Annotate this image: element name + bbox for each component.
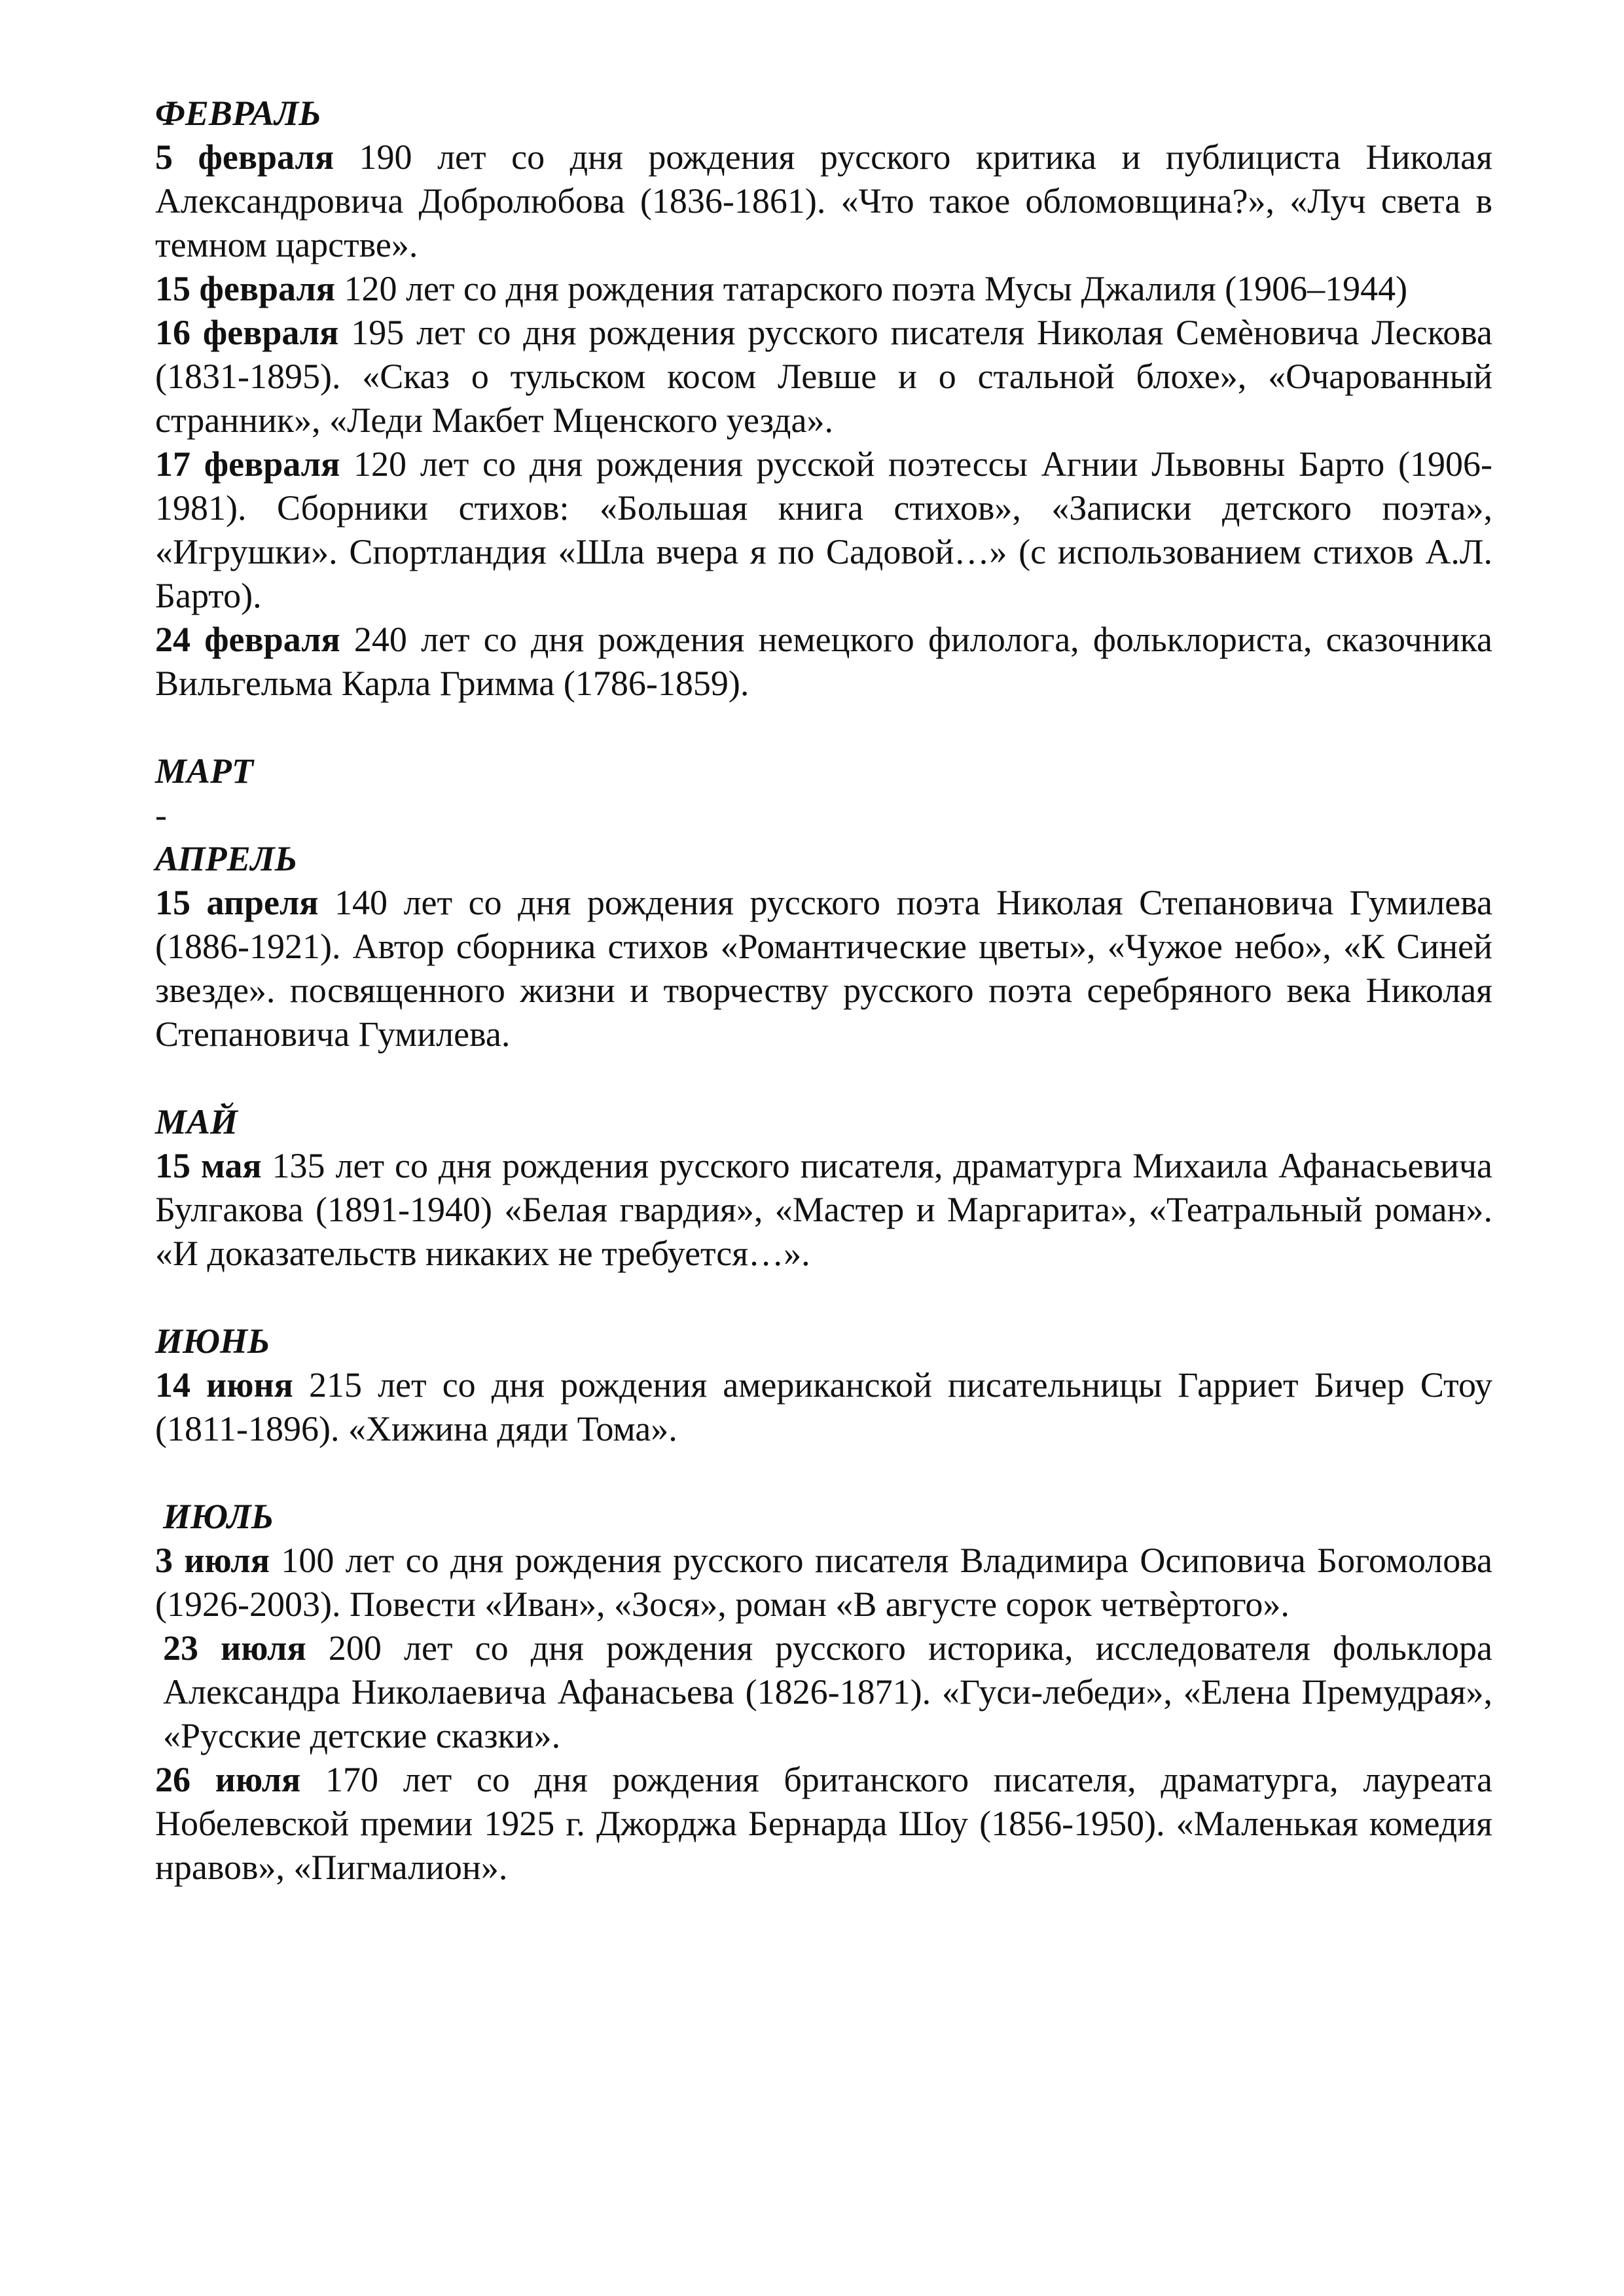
month-heading-april: АПРЕЛЬ [155, 839, 297, 878]
entry-date: 3 июля [155, 1541, 270, 1580]
calendar-entry [155, 1758, 1492, 1890]
entry-text: 120 лет со дня рождения татарского поэта Мусы Джалиля (1906–1944) [335, 269, 1408, 308]
empty-month-dash: - [155, 795, 167, 834]
entry-date: 23 июля [163, 1628, 306, 1668]
calendar-entry [155, 1144, 1492, 1276]
entry-date: 15 апреля [155, 883, 319, 922]
calendar-entry [155, 267, 1492, 311]
month-heading-june: ИЮНЬ [155, 1321, 270, 1361]
calendar-entry [155, 1539, 1492, 1626]
calendar-entry [155, 881, 1492, 1056]
entry-text: 140 лет со дня рождения русского поэта Николая Степановича Гумилева (1886-1921). Автор сборника стихов «Романтические цветы», «Чужое небо», «К Синей звезде». посвященного жизни и творчеству русского поэта серебряного века Николая Степановича Гумилева. [155, 883, 1492, 1054]
entry-date: 17 февраля [155, 444, 340, 484]
month-heading-march: МАРТ [155, 751, 254, 791]
entry-text: 240 лет со дня рождения немецкого филолога, фольклориста, сказочника Вильгельма Карла Гримма (1786-1859). [155, 620, 1492, 703]
entry-text: 135 лет со дня рождения русского писателя, драматурга Михаила Афанасьевича Булгакова (1891-1940) «Белая гвардия», «Мастер и Маргарита», «Театральный роман». «И доказательств никаких не требуется…». [155, 1146, 1492, 1273]
entry-text: 215 лет со дня рождения американской писательницы Гарриет Бичер Стоу (1811-1896). «Хижина дяди Тома». [155, 1365, 1492, 1448]
month-heading-february: ФЕВРАЛЬ [155, 94, 321, 133]
entry-text: 200 лет со дня рождения русского историка, исследователя фольклора Александра Николаевича Афанасьева (1826-1871). «Гуси-лебеди», «Елена Премудрая», «Русские детские сказки». [163, 1628, 1493, 1755]
calendar-entry [155, 135, 1492, 267]
entry-date: 15 февраля [155, 269, 336, 308]
section-spacer [155, 1056, 1492, 1100]
section-spacer [155, 706, 1492, 749]
calendar-entry [155, 618, 1492, 706]
entry-date: 14 июня [155, 1365, 293, 1405]
entry-date: 16 февраля [155, 313, 339, 352]
entry-text: 170 лет со дня рождения британского писателя, драматурга, лауреата Нобелевской премии 1925 г. Джорджа Бернарда Шоу (1856-1950). «Маленькая комедия нравов», «Пигмалион». [155, 1760, 1492, 1887]
entry-text: 120 лет со дня рождения русской поэтессы Агнии Львовны Барто (1906-1981). Сборники стихов: «Большая книга стихов», «Записки детского поэта», «Игрушки». Спортландия «Шла вчера я по Садовой…» (с использованием стихов А.Л. Барто). [155, 444, 1492, 615]
month-heading-july: ИЮЛЬ [163, 1497, 274, 1536]
month-heading-may: МАЙ [155, 1102, 238, 1141]
entry-text: 190 лет со дня рождения русского критика и публициста Николая Александровича Добролюбова (1836-1861). «Что такое обломовщина?», «Луч света в темном царстве». [155, 137, 1492, 264]
calendar-entry [155, 1363, 1492, 1451]
document-page [155, 92, 1492, 1890]
calendar-entry [155, 1626, 1492, 1758]
calendar-entry [155, 311, 1492, 442]
entry-date: 15 мая [155, 1146, 262, 1185]
section-spacer [155, 1276, 1492, 1319]
entry-date: 24 февраля [155, 620, 340, 659]
calendar-entry [155, 442, 1492, 618]
entry-date: 5 февраля [155, 137, 334, 177]
entry-text: 195 лет со дня рождения русского писателя Николая Семѐновича Лескова (1831-1895). «Сказ о тульском косом Левше и о стальной блохе», «Очарованный странник», «Леди Макбет Мценского уезда». [155, 313, 1492, 440]
entry-date: 26 июля [155, 1760, 301, 1799]
section-spacer [155, 1451, 1492, 1495]
entry-text: 100 лет со дня рождения русского писателя Владимира Осиповича Богомолова (1926-2003). Повести «Иван», «Зося», роман «В августе сорок четвѐртого». [155, 1541, 1493, 1624]
